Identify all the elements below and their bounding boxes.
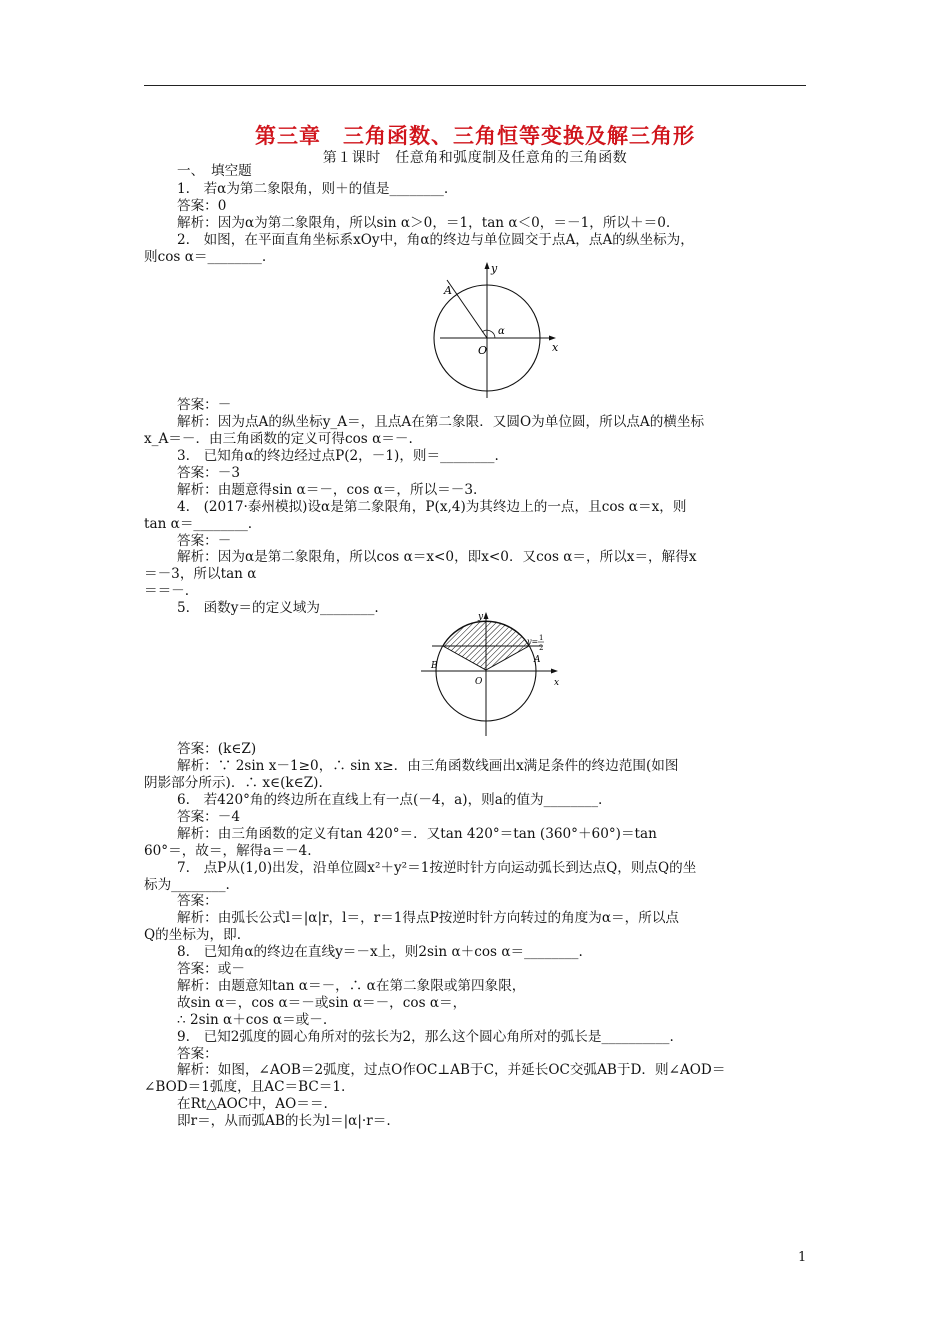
lesson-title: 第１课时 任意角和弧度制及任意角的三角函数 bbox=[322, 150, 628, 166]
answer-3: 答案：－3 bbox=[177, 465, 241, 481]
solution-9-line-4: 即r＝，从而弧AB的长为l＝|α|·r＝. bbox=[177, 1113, 391, 1129]
question-4-line-2: tan α＝________. bbox=[144, 516, 253, 532]
solution-2-line-1: 解析：因为点A的纵坐标y_A＝，且点A在第二象限．又圆O为单位圆，所以点A的横坐标 bbox=[177, 414, 705, 430]
fig2-label-y: y bbox=[478, 612, 484, 622]
fig2-label-o: O bbox=[475, 677, 483, 687]
fig1-label-a: A bbox=[444, 284, 452, 297]
fig1-label-y: y bbox=[491, 262, 498, 275]
answer-2: 答案：－ bbox=[177, 397, 232, 413]
fig2-label-b: B bbox=[431, 661, 438, 671]
fig2-label-num: 1 bbox=[539, 634, 544, 642]
solution-6-line-1: 解析：由三角函数的定义有tan 420°＝．又tan 420°＝tan (360°＋60°)＝tan bbox=[177, 826, 657, 842]
figure-shaded-sector bbox=[418, 610, 568, 738]
fig2-label-a: A bbox=[534, 655, 541, 665]
question-9: 9. 已知2弧度的圆心角所对的弦长为2，那么这个圆心角所对的弧长是__________. bbox=[177, 1029, 674, 1045]
fig1-label-x: x bbox=[552, 341, 559, 354]
question-6: 6. 若420°角的终边所在直线上有一点(－4，a)，则a的值为________. bbox=[177, 792, 603, 808]
solution-3: 解析：由题意得sin α＝－，cos α＝，所以＝－3. bbox=[177, 482, 478, 498]
solution-4-line-2: ＝－3，所以tan α bbox=[144, 566, 257, 582]
answer-5: 答案：(k∈Z) bbox=[177, 741, 257, 757]
question-2-line-1: 2. 如图，在平面直角坐标系xOy中，角α的终边与单位圆交于点A，点A的纵坐标为， bbox=[177, 232, 694, 248]
fig2-label-x: x bbox=[554, 678, 560, 688]
solution-9-line-2: ∠BOD＝1弧度，且AC＝BC＝1. bbox=[144, 1079, 346, 1095]
question-7-line-1: 7. 点P从(1,0)出发，沿单位圆x²＋y²＝1按逆时针方向运动弧长到达点Q，则点Q的坐 bbox=[177, 860, 697, 876]
solution-7-line-2: Q的坐标为，即. bbox=[144, 927, 242, 943]
answer-6: 答案：－4 bbox=[177, 809, 241, 825]
fig2-label-den: 2 bbox=[539, 644, 544, 652]
solution-8-line-1: 解析：由题意知tan α＝－，∴ α在第二象限或第四象限， bbox=[177, 978, 526, 994]
solution-9-line-3: 在Rt△AOC中，AO＝＝. bbox=[177, 1096, 328, 1112]
chapter-title: 第三章 三角函数、三角恒等变换及解三角形 bbox=[255, 124, 695, 148]
question-8: 8. 已知角α的终边在直线y＝－x上，则2sin α＋cos α＝________. bbox=[177, 944, 583, 960]
solution-8-line-2: 故sin α＝，cos α＝－或sin α＝－，cos α＝， bbox=[177, 995, 467, 1011]
answer-9: 答案： bbox=[177, 1046, 218, 1062]
solution-5-line-1: 解析：∵ 2sin x－1≥0，∴ sin x≥．由三角函数线画出x满足条件的终边范围(如图 bbox=[177, 758, 679, 774]
answer-8: 答案：或－ bbox=[177, 961, 245, 977]
section-heading: 一、 填空题 bbox=[177, 163, 252, 179]
figure-unit-circle-point-a bbox=[430, 258, 570, 400]
page-number: 1 bbox=[798, 1250, 807, 1265]
question-3: 3. 已知角α的终边经过点P(2，－1)，则＝________. bbox=[177, 448, 499, 464]
fig1-label-alpha: α bbox=[498, 326, 505, 337]
question-7-line-2: 标为________. bbox=[144, 877, 230, 893]
solution-4-line-1: 解析：因为α是第二象限角，所以cos α＝x<0，即x<0．又cos α＝，所以x＝，解得x bbox=[177, 549, 697, 565]
answer-4: 答案：－ bbox=[177, 533, 232, 549]
solution-7-line-1: 解析：由弧长公式l＝|α|r，l＝，r＝1得点P按逆时针方向转过的角度为α＝，所以点 bbox=[177, 910, 680, 926]
question-1: 1. 若α为第二象限角，则＋的值是________. bbox=[177, 181, 449, 197]
solution-4-line-3: ＝＝－. bbox=[144, 583, 190, 599]
question-5: 5. 函数y＝的定义域为________. bbox=[177, 600, 379, 616]
header-rule bbox=[144, 85, 806, 86]
solution-2-line-2: x_A＝－．由三角函数的定义可得cos α＝－. bbox=[144, 431, 413, 447]
answer-1: 答案：0 bbox=[177, 198, 227, 214]
fig2-label-line: y= bbox=[527, 637, 539, 646]
question-2-line-2: 则cos α＝________. bbox=[144, 249, 267, 265]
solution-9-line-1: 解析：如图，∠AOB＝2弧度，过点O作OC⊥AB于C，并延长OC交弧AB于D．则∠AOD＝ bbox=[177, 1062, 726, 1078]
solution-8-line-3: ∴ 2sin α＋cos α＝或－. bbox=[177, 1012, 328, 1028]
answer-7: 答案： bbox=[177, 893, 218, 909]
fig1-label-o: O bbox=[478, 344, 488, 357]
solution-5-line-2: 阴影部分所示)．∴ x∈(k∈Z). bbox=[144, 775, 323, 791]
solution-1: 解析：因为α为第二象限角，所以sin α＞0，＝1，tan α＜0，＝－1，所以＋＝0. bbox=[177, 215, 671, 231]
solution-6-line-2: 60°＝，故＝，解得a＝－4. bbox=[144, 843, 312, 859]
question-4-line-1: 4. (2017·泰州模拟)设α是第二象限角，P(x,4)为其终边上的一点，且cos α＝x，则 bbox=[177, 499, 687, 515]
